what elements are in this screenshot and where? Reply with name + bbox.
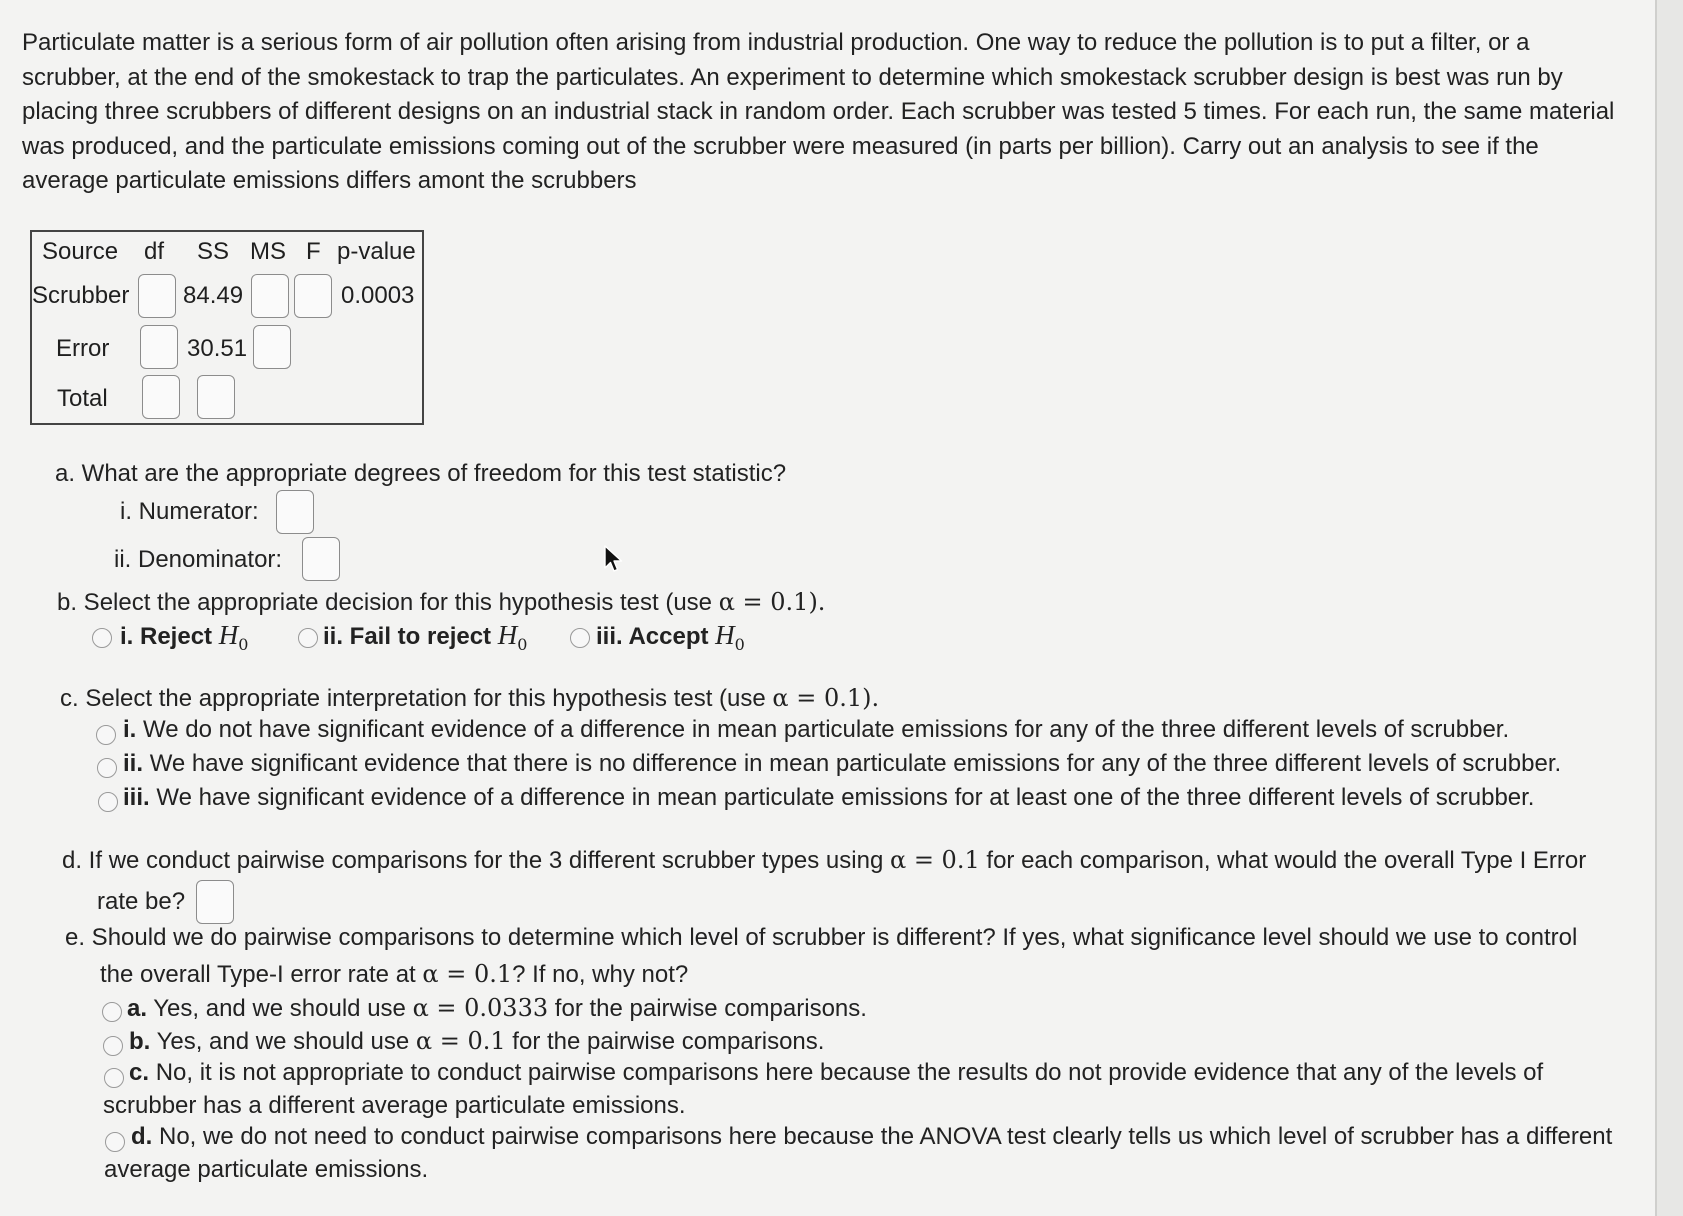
radio-b-ii[interactable] xyxy=(298,628,318,648)
radio-c-iii[interactable] xyxy=(98,792,118,812)
option-e-a[interactable] xyxy=(127,994,867,1023)
option-e-b-pre: Yes, and we should use xyxy=(156,1028,410,1055)
scrubber-df-input[interactable] xyxy=(138,274,176,318)
anova-table xyxy=(30,230,424,425)
radio-b-iii[interactable] xyxy=(570,628,590,648)
option-b-i[interactable] xyxy=(120,620,248,654)
option-b-iii[interactable] xyxy=(596,620,745,654)
row-scrubber-source: Scrubber xyxy=(32,282,130,309)
header-df: df xyxy=(144,238,165,265)
option-e-b-num: b. xyxy=(129,1028,151,1055)
option-c-i-text: We do not have significant evidence of a difference in mean particulate emissions for any of the three different levels of scrubber. xyxy=(143,716,1510,743)
option-b-ii-label: ii. Fail to reject xyxy=(323,623,492,650)
option-c-ii-num: ii. xyxy=(123,750,144,777)
option-b-iii-sub: 0 xyxy=(734,634,745,654)
option-e-a-pre: Yes, and we should use xyxy=(153,995,406,1022)
row-scrubber-pvalue: 0.0003 xyxy=(341,282,415,309)
header-f: F xyxy=(306,238,321,265)
option-e-c[interactable] xyxy=(129,1059,1543,1087)
option-e-b-post: for the pairwise comparisons. xyxy=(512,1028,825,1055)
question-d-start: d. If we conduct pairwise comparisons for the 3 different scrubber types using xyxy=(62,847,884,874)
header-ms: MS xyxy=(250,238,286,265)
option-e-d[interactable] xyxy=(131,1123,1612,1151)
question-c-alpha: α = 0.1). xyxy=(772,684,880,712)
total-df-input[interactable] xyxy=(142,375,180,419)
question-c-text: c. Select the appropriate interpretation for this hypothesis test (use xyxy=(60,685,766,712)
option-c-i-num: i. xyxy=(123,716,137,743)
question-b-text: b. Select the appropriate decision for this hypothesis test (use xyxy=(57,589,713,616)
denominator-input[interactable] xyxy=(302,537,340,581)
total-ss-input[interactable] xyxy=(197,375,235,419)
option-b-iii-label: iii. Accept xyxy=(596,623,709,650)
type1-error-input[interactable] xyxy=(196,880,234,924)
question-d-line2: rate be? xyxy=(97,888,186,915)
option-b-iii-symbol: H xyxy=(715,620,735,650)
option-e-a-post: for the pairwise comparisons. xyxy=(554,995,867,1022)
radio-e-d[interactable] xyxy=(105,1132,125,1152)
option-e-b-alpha: α = 0.1 xyxy=(415,1027,506,1055)
question-e-line2 xyxy=(100,960,688,989)
row-total-source: Total xyxy=(57,385,108,412)
option-c-ii-text: We have significant evidence that there is no difference in mean particulate emissions for any of the three different levels of scrubber. xyxy=(149,750,1562,777)
numerator-input[interactable] xyxy=(276,490,314,534)
row-error-source: Error xyxy=(56,335,110,362)
question-b xyxy=(57,588,825,617)
header-ss: SS xyxy=(197,238,230,265)
option-c-ii[interactable] xyxy=(123,750,1561,778)
question-e: e. Should we do pairwise comparisons to determine which level of scrubber is different? If yes, what significance level should we use to control xyxy=(65,924,1578,951)
option-e-d-text: No, we do not need to conduct pairwise comparisons here because the ANOVA test clearly tells us which level of scrubber has a different xyxy=(159,1123,1613,1150)
question-d-alpha: α = 0.1 xyxy=(889,846,980,874)
option-e-c-line2: scrubber has a different average particulate emissions. xyxy=(103,1092,686,1119)
option-c-iii[interactable] xyxy=(123,784,1534,812)
numerator-label: i. Numerator: xyxy=(120,498,259,525)
radio-e-b[interactable] xyxy=(103,1036,123,1056)
option-e-c-text: No, it is not appropriate to conduct pairwise comparisons here because the results do not provide evidence that any of the levels of xyxy=(155,1059,1544,1086)
denominator-label: ii. Denominator: xyxy=(114,546,283,573)
option-e-a-alpha: α = 0.0333 xyxy=(412,994,549,1022)
option-b-i-symbol: H xyxy=(218,620,239,650)
option-e-d-num: d. xyxy=(131,1123,153,1150)
radio-c-ii[interactable] xyxy=(97,758,117,778)
question-e-line2-start: the overall Type-I error rate at xyxy=(100,961,416,988)
option-b-i-sub: 0 xyxy=(238,634,249,654)
question-b-alpha: α = 0.1). xyxy=(718,588,826,616)
header-pvalue: p-value xyxy=(337,238,416,265)
option-e-d-line2: average particulate emissions. xyxy=(104,1156,429,1183)
problem-statement: Particulate matter is a serious form of air pollution often arising from industrial production. One way to reduce the pollution is to put a filter, or a scrubber, at the end of the smokestack to trap the particulates. An experiment to determine which smokestack scrubber design is best was run by placing three scrubbers of different designs on an industrial stack in random order. Each scrubber was tested 5 times. For each run, the same material was produced, and the particulate emissions coming out of the scrubber were measured (in parts per billion). Carry out an analysis to see if the average particulate emissions differs amont the scrubbers xyxy=(22,29,1615,194)
question-d xyxy=(62,846,1586,875)
option-e-a-num: a. xyxy=(127,995,148,1022)
question-a: a. What are the appropriate degrees of freedom for this test statistic? xyxy=(55,460,787,487)
question-e-line2-end: ? If no, why not? xyxy=(512,961,689,988)
error-df-input[interactable] xyxy=(140,325,178,369)
question-e-alpha: α = 0.1 xyxy=(422,960,513,988)
scrubber-f-input[interactable] xyxy=(294,274,332,318)
option-e-c-num: c. xyxy=(129,1059,150,1086)
scrubber-ms-input[interactable] xyxy=(251,274,289,318)
radio-b-i[interactable] xyxy=(92,628,112,648)
question-d-end: for each comparison, what would the overall Type I Error xyxy=(986,847,1587,874)
option-b-ii-symbol: H xyxy=(497,620,518,650)
error-ms-input[interactable] xyxy=(253,325,291,369)
option-b-i-label: i. Reject xyxy=(120,623,213,650)
option-c-iii-num: iii. xyxy=(123,784,150,811)
row-scrubber-ss: 84.49 xyxy=(183,282,244,309)
radio-e-a[interactable] xyxy=(102,1002,122,1022)
option-b-ii-sub: 0 xyxy=(517,634,528,654)
option-c-iii-text: We have significant evidence of a difference in mean particulate emissions for at least one of the three different levels of scrubber. xyxy=(156,784,1535,811)
option-c-i[interactable] xyxy=(123,716,1509,744)
radio-c-i[interactable] xyxy=(96,725,116,745)
header-source: Source xyxy=(42,238,119,265)
question-c xyxy=(60,684,879,713)
radio-e-c[interactable] xyxy=(104,1068,124,1088)
row-error-ss: 30.51 xyxy=(187,335,248,362)
option-b-ii[interactable] xyxy=(323,620,527,654)
option-e-b[interactable] xyxy=(129,1027,824,1056)
mouse-pointer-icon xyxy=(603,544,625,574)
